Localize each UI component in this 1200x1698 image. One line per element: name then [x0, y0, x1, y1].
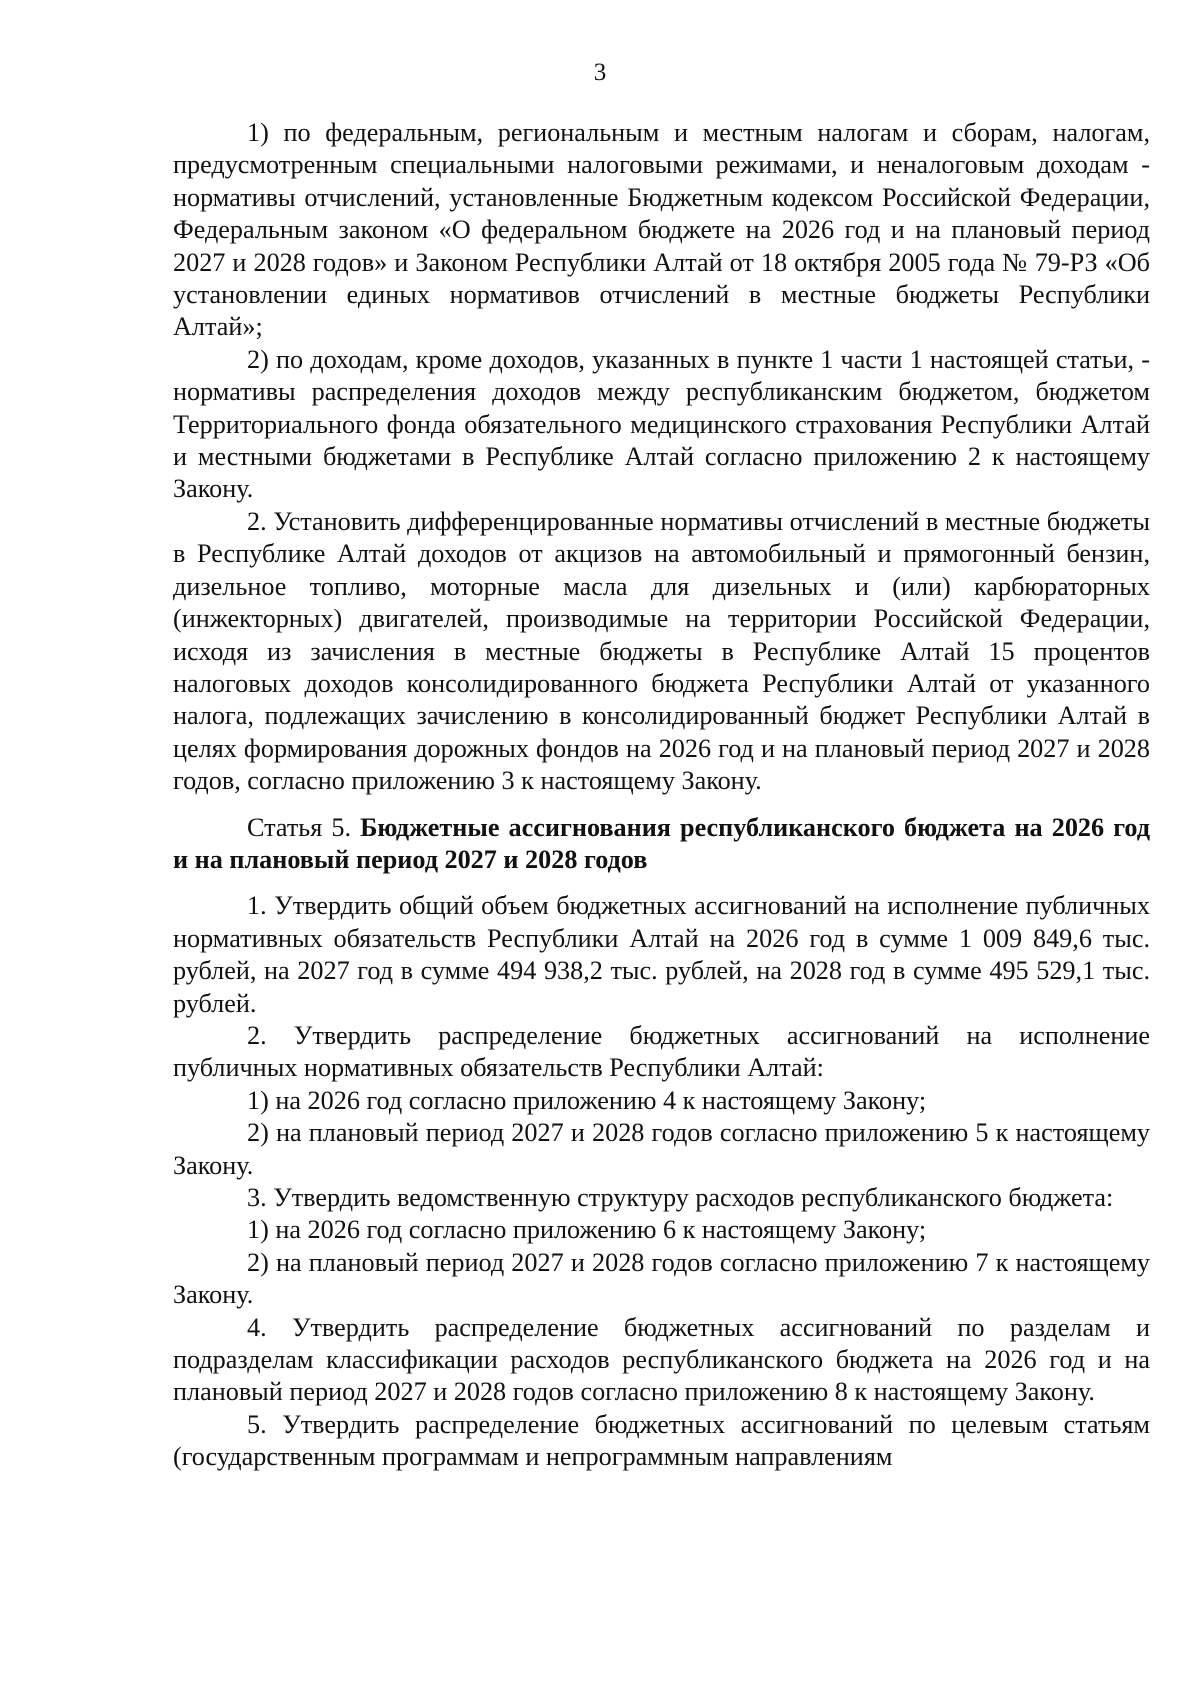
paragraph: 2) по доходам, кроме доходов, указанных в пункте 1 части 1 настоящей статьи, - нормативы распределения доходов между республиканским бюджетом, бюджетом Территориального фонда обязательного медицинского страхования Республики Алтай и местными бюджетами в Республике Алтай согласно приложению 2 к настоящему Закону.	[173, 344, 1150, 504]
paragraph: 2. Утвердить распределение бюджетных ассигнований на исполнение публичных нормативных обязательств Республики Алтай:	[173, 1020, 1150, 1083]
page-number: 3	[593, 59, 607, 86]
paragraph: 4. Утвердить распределение бюджетных ассигнований по разделам и подразделам классификации расходов республиканского бюджета на 2026 год и на плановый период 2027 и 2028 годов согласно приложению 8 к настоящему Закону.	[173, 1312, 1150, 1407]
paragraph: 2) на плановый период 2027 и 2028 годов согласно приложению 5 к настоящему Закону.	[173, 1118, 1150, 1180]
article-title: Бюджетные ассигнования республиканского бюджета на 2026 год и на плановый период 2027 и 2028 годов	[173, 812, 1151, 874]
paragraph: 2) на плановый период 2027 и 2028 годов согласно приложению 7 к настоящему Закону.	[173, 1247, 1150, 1310]
paragraph: 1) на 2026 год согласно приложению 6 к настоящему Закону;	[247, 1215, 927, 1245]
paragraph: 1) по федеральным, региональным и местным налогам и сборам, налогам, предусмотренным специальными налоговыми режимами, и неналоговым доходам - нормативы отчислений, установленные Бюджетным кодексом Российской Федерации, Федеральным законом «О федеральном бюджете на 2026 год и на плановый период 2027 и 2028 годов» и Законом Республики Алтай от 18 октября 2005 года № 79-РЗ «Об установлении единых нормативов отчислений в местные бюджеты Республики Алтай»;	[173, 118, 1150, 342]
paragraph: 5. Утвердить распределение бюджетных ассигнований по целевым статьям (государственным программам и непрограммным направлениям	[173, 1409, 1150, 1472]
paragraph: 1. Утвердить общий объем бюджетных ассигнований на исполнение публичных нормативных обязательств Республики Алтай на 2026 год в сумме 1 009 849,6 тыс. рублей, на 2027 год в сумме 494 938,2 тыс. рублей, на 2028 год в сумме 495 529,1 тыс. рублей.	[173, 891, 1150, 1018]
document-body	[173, 117, 1150, 1474]
article-prefix: Статья 5.	[247, 812, 351, 842]
paragraph: 2. Установить дифференцированные нормативы отчислений в местные бюджеты в Республике Алтай доходов от акцизов на автомобильный и прямогонный бензин, дизельное топливо, моторные масла для дизельных и (или) карбюраторных (инжекторных) двигателей, производимые на территории Российской Федерации, исходя из зачисления в местные бюджеты в Республике Алтай 15 процентов налоговых доходов консолидированного бюджета Республики Алтай от указанного налога, подлежащих зачислению в консолидированный бюджет Республики Алтай в целях формирования дорожных фондов на 2026 год и на плановый период 2027 и 2028 годов, согласно приложению 3 к настоящему Закону.	[173, 506, 1150, 796]
paragraph: 1) на 2026 год согласно приложению 4 к настоящему Закону;	[247, 1085, 927, 1115]
paragraph: 3. Утвердить ведомственную структуру расходов республиканского бюджета:	[247, 1183, 1114, 1212]
article-heading	[173, 812, 1150, 877]
